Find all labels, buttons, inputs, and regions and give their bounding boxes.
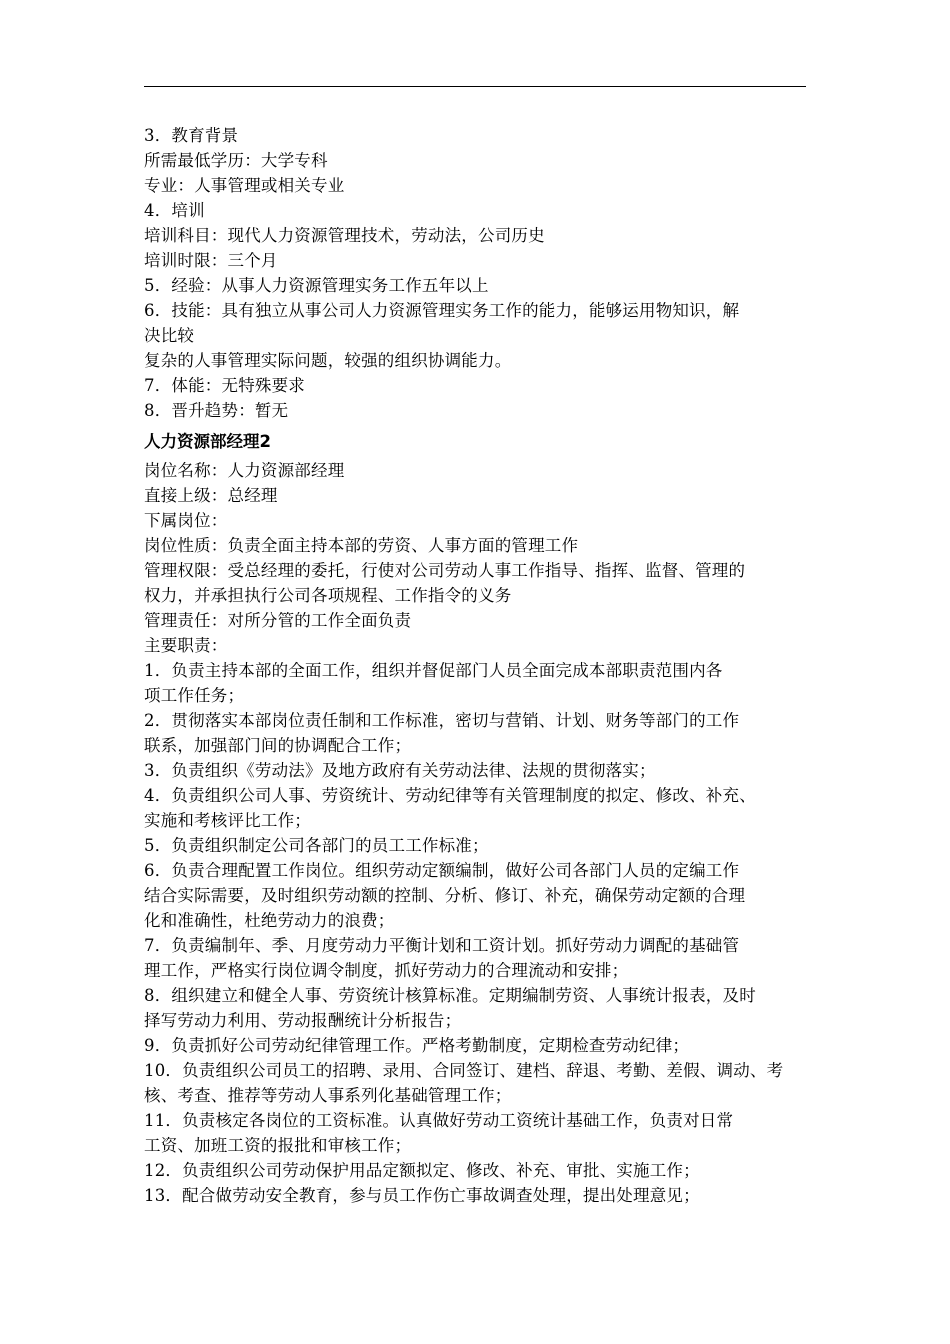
text-line: 培训科目：现代人力资源管理技术，劳动法，公司历史	[144, 226, 545, 245]
text-line: 3．教育背景	[144, 126, 239, 145]
text-line: 6．负责合理配置工作岗位。组织劳动定额编制，做好公司各部门人员的定编工作	[144, 861, 740, 880]
text-line: 12．负责组织公司劳动保护用品定额拟定、修改、补充、审批、实施工作；	[144, 1161, 700, 1180]
text-line: 2．贯彻落实本部岗位责任制和工作标准，密切与营销、计划、财务等部门的工作	[144, 711, 740, 730]
text-line: 6．技能：具有独立从事公司人力资源管理实务工作的能力，能够运用物知识，解	[144, 301, 740, 320]
text-line: 13．配合做劳动安全教育，参与员工作伤亡事故调查处理，提出处理意见；	[144, 1186, 700, 1205]
text-line: 3．负责组织《劳动法》及地方政府有关劳动法律、法规的贯彻落实；	[144, 761, 656, 780]
header-rule	[144, 86, 806, 87]
text-line: 7．体能：无特殊要求	[144, 376, 305, 395]
text-line: 1．负责主持本部的全面工作，组织并督促部门人员全面完成本部职责范围内各	[144, 661, 723, 680]
job-description-section	[144, 458, 812, 1208]
text-line: 复杂的人事管理实际问题，较强的组织协调能力。	[144, 351, 512, 370]
text-line: 管理权限：受总经理的委托，行使对公司劳动人事工作指导、指挥、监督、管理的	[144, 561, 746, 580]
text-line: 工资、加班工资的报批和审核工作；	[144, 1136, 412, 1155]
text-line: 5．负责组织制定公司各部门的员工工作标准；	[144, 836, 489, 855]
text-line: 结合实际需要，及时组织劳动额的控制、分析、修订、补充，确保劳动定额的合理	[144, 886, 746, 905]
text-line: 所需最低学历：大学专科	[144, 151, 328, 170]
text-line: 项工作任务；	[144, 686, 245, 705]
text-line: 培训时限：三个月	[144, 251, 278, 270]
text-line: 岗位性质：负责全面主持本部的劳资、人事方面的管理工作	[144, 536, 579, 555]
text-line: 理工作，严格实行岗位调令制度，抓好劳动力的合理流动和安排；	[144, 961, 629, 980]
text-line: 5．经验：从事人力资源管理实务工作五年以上	[144, 276, 489, 295]
text-line: 直接上级：总经理	[144, 486, 278, 505]
text-line: 8．晋升趋势：暂无	[144, 401, 289, 420]
text-line: 8．组织建立和健全人事、劳资统计核算标准。定期编制劳资、人事统计报表，及时	[144, 986, 756, 1005]
text-line: 下属岗位：	[144, 511, 228, 530]
text-line: 管理责任：对所分管的工作全面负责	[144, 611, 412, 630]
text-line: 核、考查、推荐等劳动人事系列化基础管理工作；	[144, 1086, 512, 1105]
requirements-section	[144, 123, 812, 423]
document-body	[144, 123, 812, 1208]
text-line: 10．负责组织公司员工的招聘、录用、合同签订、建档、辞退、考勤、差假、调动、考	[144, 1061, 784, 1080]
text-line: 权力，并承担执行公司各项规程、工作指令的义务	[144, 586, 512, 605]
text-line: 实施和考核评比工作；	[144, 811, 311, 830]
text-line: 11．负责核定各岗位的工资标准。认真做好劳动工资统计基础工作，负责对日常	[144, 1111, 734, 1130]
text-line: 主要职责：	[144, 636, 228, 655]
text-line: 择写劳动力利用、劳动报酬统计分析报告；	[144, 1011, 462, 1030]
text-line: 专业：人事管理或相关专业	[144, 176, 345, 195]
section-title: 人力资源部经理2	[144, 432, 271, 451]
text-line: 化和准确性，杜绝劳动力的浪费；	[144, 911, 395, 930]
text-line: 7．负责编制年、季、月度劳动力平衡计划和工资计划。抓好劳动力调配的基础管	[144, 936, 740, 955]
text-line: 岗位名称：人力资源部经理	[144, 461, 345, 480]
text-line: 联系，加强部门间的协调配合工作；	[144, 736, 412, 755]
text-line: 决比较	[144, 326, 195, 345]
text-line: 4．负责组织公司人事、劳资统计、劳动纪律等有关管理制度的拟定、修改、补充、	[144, 786, 756, 805]
text-line: 9．负责抓好公司劳动纪律管理工作。严格考勤制度，定期检查劳动纪律；	[144, 1036, 690, 1055]
text-line: 4．培训	[144, 201, 205, 220]
